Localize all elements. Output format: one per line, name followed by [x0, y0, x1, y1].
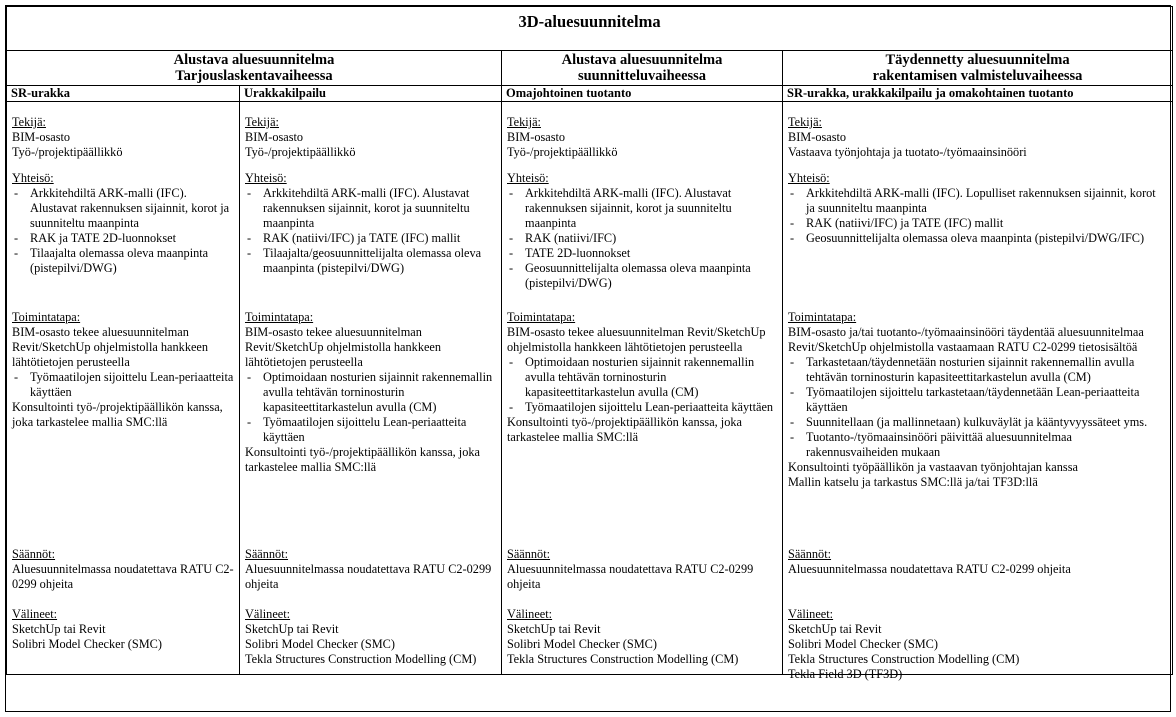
yhteiso-list [788, 186, 1167, 246]
toimintatapa-label: Toimintatapa: [245, 310, 314, 324]
tekija-line: BIM-osasto [788, 130, 847, 144]
saannot-label: Säännöt: [507, 547, 551, 561]
toimintatapa-list [788, 355, 1167, 460]
toimintatapa-label: Toimintatapa: [788, 310, 857, 324]
list-item: - Geosuunnittelijalta olemassa oleva maanpinta (pistepilvi/DWG/IFC) [788, 231, 1167, 246]
column-header-4: SR-urakka, urakkakilpailu ja omakohtainen tuotanto [783, 86, 1173, 102]
list-item: - Työmaatilojen sijoittelu Lean-periaatteita käyttäen [507, 400, 777, 415]
phase-1-line2: Tarjouslaskentavaiheessa [175, 68, 333, 84]
list-item: - Suunnitellaan (ja mallinnetaan) kulkuväylät ja kääntyvyyssäteet yms. [788, 415, 1167, 430]
toimintatapa-label: Toimintatapa: [12, 310, 81, 324]
list-item: - Tarkastetaan/täydennetään nosturien sijainnit rakennemallin avulla tehtävän torninosturin kapasiteettitarkastelun avulla (CM) [788, 355, 1167, 385]
valineet-section [245, 607, 496, 667]
valineet-line: SketchUp tai Revit [507, 622, 601, 636]
toimintatapa-intro: BIM-osasto tekee aluesuunnitelman Revit/SketchUp ohjelmistolla hankkeen lähtötietojen perusteella [12, 325, 209, 369]
valineet-line: Tekla Structures Construction Modelling (CM) [788, 652, 1020, 666]
valineet-line: SketchUp tai Revit [788, 622, 882, 636]
toimintatapa-outro: Konsultointi työ-/projektipäällikön kanssa, joka tarkastelee mallia SMC:llä [245, 445, 480, 474]
tekija-line: Vastaava työnjohtaja ja tuotato-/työmaainsinööri [788, 145, 1027, 159]
yhteiso-section [788, 171, 1167, 246]
tekija-line: BIM-osasto [12, 130, 71, 144]
phase-header-3 [783, 51, 1173, 86]
tekija-label: Tekijä: [507, 115, 541, 129]
saannot-section [507, 547, 777, 592]
yhteiso-section [12, 171, 234, 276]
saannot-text: Aluesuunnitelmassa noudatettava RATU C2-0299 ohjeita [507, 562, 754, 591]
column-body-3 [502, 102, 783, 675]
toimintatapa-list [507, 355, 777, 415]
tekija-section [507, 115, 777, 160]
list-item: - Geosuunnittelijalta olemassa oleva maanpinta (pistepilvi/DWG) [507, 261, 777, 291]
tekija-line: BIM-osasto [507, 130, 566, 144]
tekija-line: Työ-/projektipäällikkö [12, 145, 123, 159]
list-item: - Työmaatilojen sijoittelu Lean-periaatteita käyttäen [245, 415, 496, 445]
toimintatapa-section [507, 310, 777, 445]
valineet-line: Solibri Model Checker (SMC) [788, 637, 938, 651]
list-item: - Arkkitehdiltä ARK-malli (IFC). Alustavat rakennuksen sijainnit, korot ja suunniteltu maanpinta [245, 186, 496, 231]
saannot-label: Säännöt: [245, 547, 289, 561]
valineet-label: Välineet: [12, 607, 58, 621]
valineet-label: Välineet: [788, 607, 834, 621]
tekija-label: Tekijä: [245, 115, 279, 129]
list-item: - Arkkitehdiltä ARK-malli (IFC). Alustavat rakennuksen sijainnit, korot ja suunniteltu maanpinta [12, 186, 234, 231]
valineet-line: Tekla Structures Construction Modelling (CM) [507, 652, 739, 666]
valineet-section [788, 607, 1167, 682]
tekija-line: BIM-osasto [245, 130, 304, 144]
yhteiso-label: Yhteisö: [788, 171, 830, 185]
valineet-section [12, 607, 234, 652]
valineet-line: Tekla Field 3D (TF3D) [788, 667, 903, 681]
toimintatapa-outro: Mallin katselu ja tarkastus SMC:llä ja/tai TF3D:llä [788, 475, 1038, 489]
tekija-label: Tekijä: [788, 115, 822, 129]
list-item: - Arkkitehdiltä ARK-malli (IFC). Lopulliset rakennuksen sijainnit, korot ja suunniteltu maanpinta [788, 186, 1167, 216]
list-item: - Tilaajalta/geosuunnittelijalta olemassa oleva maanpinta (pistepilvi/DWG) [245, 246, 496, 276]
tekija-line: Työ-/projektipäällikkö [507, 145, 618, 159]
saannot-text: Aluesuunnitelmassa noudatettava RATU C2-0299 ohjeita [245, 562, 492, 591]
valineet-line: Solibri Model Checker (SMC) [245, 637, 395, 651]
yhteiso-label: Yhteisö: [507, 171, 549, 185]
toimintatapa-list [245, 370, 496, 445]
saannot-label: Säännöt: [12, 547, 56, 561]
list-item: - TATE 2D-luonnokset [507, 246, 777, 261]
list-item: - RAK ja TATE 2D-luonnokset [12, 231, 234, 246]
yhteiso-list [507, 186, 777, 291]
valineet-label: Välineet: [507, 607, 553, 621]
valineet-line: Solibri Model Checker (SMC) [507, 637, 657, 651]
list-item: - Optimoidaan nosturien sijainnit rakennemallin avulla tehtävän torninosturin kapasiteettitarkastelun avulla (CM) [507, 355, 777, 400]
yhteiso-list [245, 186, 496, 276]
column-header-3: Omajohtoinen tuotanto [502, 86, 783, 102]
yhteiso-label: Yhteisö: [12, 171, 54, 185]
toimintatapa-intro: BIM-osasto tekee aluesuunnitelman Revit/SketchUp ohjelmistolla hankkeen lähtötietojen perusteella [507, 325, 766, 354]
valineet-line: Solibri Model Checker (SMC) [12, 637, 162, 651]
toimintatapa-intro: BIM-osasto ja/tai tuotanto-/työmaainsinööri täydentää aluesuunnitelmaa Revit/SketchUp ohjelmistolla vastaamaan RATU C2-0299 tietosisältöä [788, 325, 1144, 354]
list-item: - RAK (natiivi/IFC) ja TATE (IFC) mallit [788, 216, 1167, 231]
toimintatapa-intro: BIM-osasto tekee aluesuunnitelman Revit/SketchUp ohjelmistolla hankkeen lähtötietojen perusteella [245, 325, 442, 369]
yhteiso-list [12, 186, 234, 276]
list-item: - RAK (natiivi/IFC) ja TATE (IFC) mallit [245, 231, 496, 246]
saannot-section [245, 547, 496, 592]
phase-2-line2: suunnitteluvaiheessa [577, 68, 707, 84]
toimintatapa-outro: Konsultointi työ-/projektipäällikön kanssa, joka tarkastelee mallia SMC:llä [507, 415, 742, 444]
yhteiso-label: Yhteisö: [245, 171, 287, 185]
tekija-label: Tekijä: [12, 115, 46, 129]
toimintatapa-label: Toimintatapa: [507, 310, 576, 324]
yhteiso-section [507, 171, 777, 291]
phase-2-line1: Alustava aluesuunnitelma [561, 52, 723, 68]
list-item: - Työmaatilojen sijoittelu tarkastetaan/täydennetään Lean-periaatteita käyttäen [788, 385, 1167, 415]
column-header-1: SR-urakka [7, 86, 240, 102]
plan-table [6, 6, 1173, 681]
toimintatapa-list [12, 370, 234, 400]
column-header-2: Urakkakilpailu [240, 86, 502, 102]
toimintatapa-section [12, 310, 234, 430]
phase-1-line1: Alustava aluesuunnitelma [173, 52, 335, 68]
phase-3-line2: rakentamisen valmisteluvaiheessa [872, 68, 1083, 84]
toimintatapa-outro: Konsultointi työpäällikön ja vastaavan työnjohtajan kanssa [788, 460, 1078, 474]
valineet-line: SketchUp tai Revit [245, 622, 339, 636]
list-item: - Arkkitehdiltä ARK-malli (IFC). Alustavat rakennuksen sijainnit, korot ja suunniteltu maanpinta [507, 186, 777, 231]
page-title: 3D-aluesuunnitelma [7, 7, 1173, 51]
phase-header-2 [502, 51, 783, 86]
document-table [5, 5, 1171, 712]
valineet-line: Tekla Structures Construction Modelling (CM) [245, 652, 477, 666]
valineet-section [507, 607, 777, 667]
toimintatapa-section [245, 310, 496, 475]
valineet-label: Välineet: [245, 607, 291, 621]
list-item: - Tuotanto-/työmaainsinööri päivittää aluesuunnitelmaa rakennusvaiheiden mukaan [788, 430, 1167, 460]
valineet-line: SketchUp tai Revit [12, 622, 106, 636]
list-item: - Tilaajalta olemassa oleva maanpinta (pistepilvi/DWG) [12, 246, 234, 276]
saannot-section [12, 547, 234, 592]
saannot-section [788, 547, 1167, 577]
list-item: - Optimoidaan nosturien sijainnit rakennemallin avulla tehtävän torninosturin kapasiteettitarkastelun avulla (CM) [245, 370, 496, 415]
yhteiso-section [245, 171, 496, 276]
toimintatapa-outro: Konsultointi työ-/projektipäällikön kanssa, joka tarkastelee mallia SMC:llä [12, 400, 223, 429]
toimintatapa-section [788, 310, 1167, 490]
tekija-section [245, 115, 496, 160]
tekija-line: Työ-/projektipäällikkö [245, 145, 356, 159]
column-body-2 [240, 102, 502, 675]
saannot-text: Aluesuunnitelmassa noudatettava RATU C2-0299 ohjeita [12, 562, 234, 591]
column-body-1 [7, 102, 240, 675]
phase-3-line1: Täydennetty aluesuunnitelma [885, 52, 1070, 68]
list-item: - RAK (natiivi/IFC) [507, 231, 777, 246]
tekija-section [12, 115, 234, 160]
phase-header-1 [7, 51, 502, 86]
column-body-4 [783, 102, 1173, 681]
tekija-section [788, 115, 1167, 160]
saannot-label: Säännöt: [788, 547, 832, 561]
list-item: - Työmaatilojen sijoittelu Lean-periaatteita käyttäen [12, 370, 234, 400]
saannot-text: Aluesuunnitelmassa noudatettava RATU C2-0299 ohjeita [788, 562, 1071, 576]
